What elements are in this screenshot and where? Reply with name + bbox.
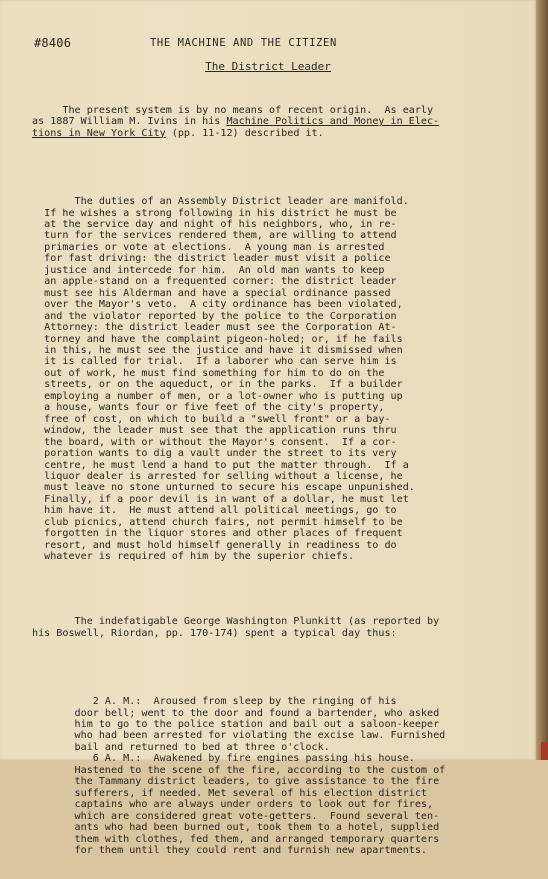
day-entry-line: them with clothes, fed them, and arranged temporary quarters xyxy=(32,833,440,845)
day-entry-line: the Tammany district leaders, to give assistance to the fire xyxy=(32,776,440,788)
duties-line: whatever is required of him by the superior chiefs. xyxy=(32,551,355,563)
duties-line: window, the leader must see that the application runs thru xyxy=(32,425,397,437)
duties-line: centre, he must lend a hand to put the matter through. If a xyxy=(32,459,409,471)
plunkitt-line: his Boswell, Riordan, pp. 170-174) spent a typical day thus: xyxy=(32,627,397,639)
intro-line: as 1887 William M. Ivins in his xyxy=(32,116,227,128)
day-entry-line: 2 A. M.: Aroused from sleep by the ringing of his xyxy=(32,696,397,708)
intro-paragraph xyxy=(32,105,522,139)
duties-line: torney and have the complaint pigeon-holed; or, if he fails xyxy=(32,333,403,345)
duties-line: resort, and must hold himself generally in readiness to do xyxy=(32,539,397,551)
running-title: THE MACHINE AND THE CITIZEN xyxy=(150,37,337,49)
day-entry-line: 6 A. M.: Awakened by fire engines passing his house. xyxy=(32,753,415,765)
day-entry-line: captains who are always under orders to look out for fires, xyxy=(32,799,434,811)
duties-line: club picnics, attend church fairs, not permit himself to be xyxy=(32,516,403,528)
duties-line: turn for the services rendered them, are willing to attend xyxy=(32,230,397,242)
duties-paragraph xyxy=(32,196,522,563)
section-title xyxy=(0,60,536,73)
plunkitt-paragraph xyxy=(32,616,522,639)
duties-line: poration wants to dig a vault under the street to its very xyxy=(32,448,397,460)
edge-tab xyxy=(541,742,548,760)
duties-line: for fast driving: the district leader must visit a police xyxy=(32,253,391,265)
duties-line: primaries or vote at elections. A young man is arrested xyxy=(32,241,385,253)
book-title: tions in New York City xyxy=(32,127,166,139)
duties-line: him have it. He must attend all political meetings, go to xyxy=(32,505,397,517)
duties-line: must leave no stone unturned to secure his escape unpunished. xyxy=(32,482,415,494)
duties-line: must see his Alderman and have a special ordinance passed xyxy=(32,287,391,299)
day-entry-line: sufferers, if needed. Met several of his election district xyxy=(32,787,428,799)
day-entry xyxy=(32,753,522,856)
day-entry-line: who had been arrested for violating the excise law. Furnished xyxy=(32,730,446,742)
duties-line: Attorney: the district leader must see the Corporation At- xyxy=(32,322,397,334)
duties-line: justice and intercede for him. An old man wants to keep xyxy=(32,264,385,276)
duties-line: an apple-stand on a frequented corner: the district leader xyxy=(32,276,397,288)
duties-line: a house, wants four or five feet of the city's property, xyxy=(32,402,385,414)
day-entry-line: bail and returned to bed at three o'clock. xyxy=(32,741,330,753)
duties-line: free of cost, on which to build a "swell front" or a bay- xyxy=(32,413,391,425)
day-entries xyxy=(32,696,522,856)
duties-line: employing a number of men, or a lot-owner who is putting up xyxy=(32,390,403,402)
day-entry-line: Hastened to the scene of the fire, according to the custom of xyxy=(32,764,446,776)
duties-line: in this, he must see the justice and have it dismissed when xyxy=(32,344,403,356)
day-entry-line: which are considered great vote-getters. Found several ten- xyxy=(32,810,440,822)
section-title-text: The District Leader xyxy=(205,60,331,73)
duties-line: Finally, if a poor devil is in want of a dollar, he must let xyxy=(32,493,409,505)
duties-line: it is called for trial. If a laborer who can serve him is xyxy=(32,356,397,368)
duties-line: streets, or on the aqueduct, or in the parks. If a builder xyxy=(32,379,403,391)
book-title: Machine Politics and Money in Elec- xyxy=(226,116,440,128)
day-entry-line: for them until they could rent and furnish new apartments. xyxy=(32,845,428,856)
duties-line: out of work, he must find something for him to do on the xyxy=(32,367,385,379)
duties-line: and the violator reported by the police to the Corporation xyxy=(32,310,397,322)
day-entry-line: ants who had been burned out, took them to a hotel, supplied xyxy=(32,822,440,834)
day-entry xyxy=(32,696,522,753)
duties-line: forgotten in the liquor stores and other places of frequent xyxy=(32,528,403,540)
page-edge xyxy=(536,0,548,760)
duties-line: the board, with or without the Mayor's consent. If a cor- xyxy=(32,436,397,448)
intro-line: The present system is by no means of recent origin. As early xyxy=(32,104,434,116)
day-entry-line: him to go to the police station and bail out a saloon-keeper xyxy=(32,719,440,731)
duties-line: If he wishes a strong following in his district he must be xyxy=(32,207,397,219)
intro-line: (pp. 11-12) described it. xyxy=(165,127,324,139)
body-text xyxy=(32,82,522,879)
document-number: #8406 xyxy=(34,36,72,50)
duties-line: liquor dealer is arrested for selling without a license, he xyxy=(32,470,403,482)
day-entry-line: door bell; went to the door and found a bartender, who asked xyxy=(32,707,440,719)
duties-line: The duties of an Assembly District leader are manifold. xyxy=(32,196,409,208)
duties-line: over the Mayor's veto. A city ordinance has been violated, xyxy=(32,299,403,311)
duties-line: at the service day and night of his neighbors, who, in re- xyxy=(32,218,397,230)
plunkitt-line: The indefatigable George Washington Plunkitt (as reported by xyxy=(32,616,440,628)
